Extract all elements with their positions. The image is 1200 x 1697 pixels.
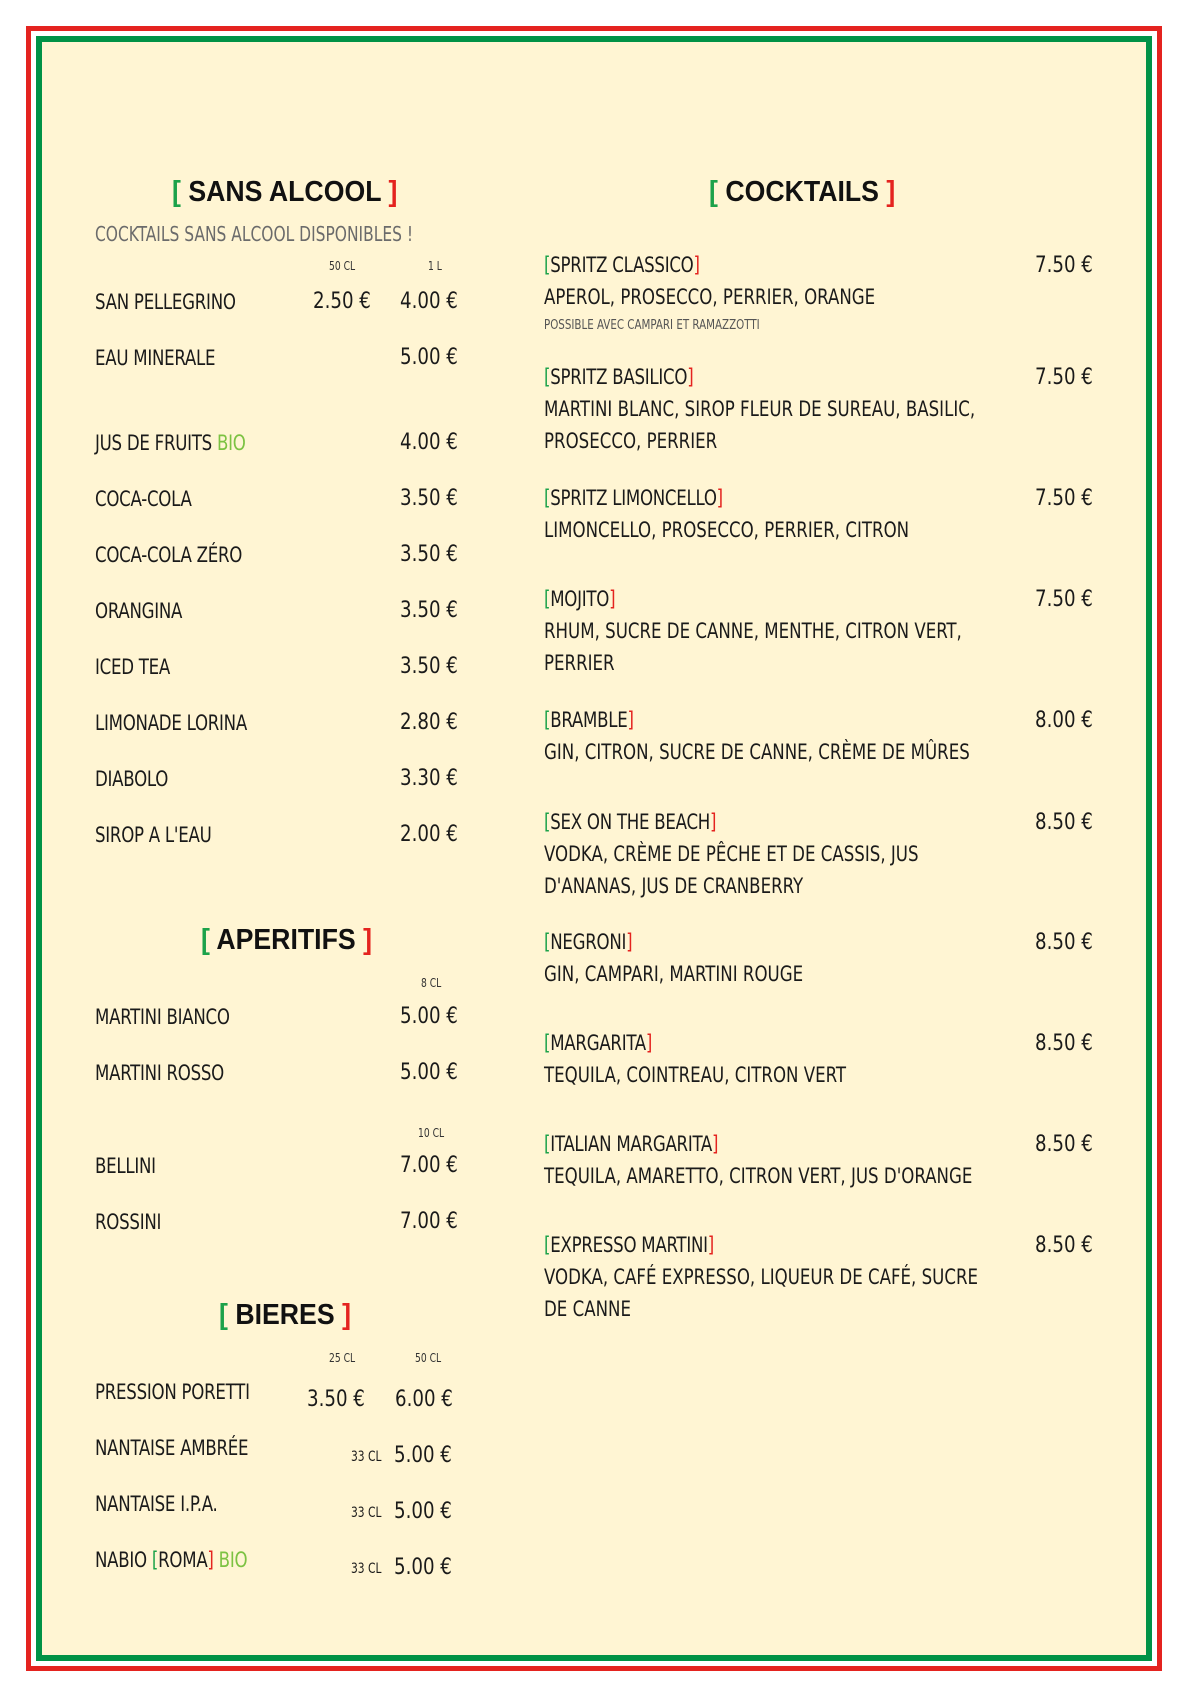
cocktail-price: 7.50 € <box>1035 587 1093 612</box>
drink-name-text: DIABOLO <box>95 767 169 791</box>
cocktail-ingredients: VODKA, CRÈME DE PÊCHE ET DE CASSIS, JUS D'ANANAS, JUS DE CRANBERRY <box>544 842 919 898</box>
section-title-bieres: [ BIERES ] <box>219 1299 351 1331</box>
bracket-open: [ <box>544 708 551 732</box>
size-label-10cl: 10 CL <box>418 1126 445 1140</box>
drink-name-text: ICED TEA <box>95 655 171 679</box>
cocktail-ingredients: VODKA, CAFÉ EXPRESSO, LIQUEUR DE CAFÉ, SUCRE DE CANNE <box>544 1265 979 1321</box>
drink-name-text: JUS DE FRUITS <box>95 431 212 455</box>
beer-name-text: NABIO <box>95 1548 152 1572</box>
price-33cl: 5.00 € <box>394 1499 452 1524</box>
aperitif-price: 5.00 € <box>400 1060 458 1085</box>
drink-name <box>95 431 246 455</box>
bracket-close: ] <box>707 1233 714 1257</box>
bracket-open: [ <box>544 365 551 389</box>
bracket-open: [ <box>544 1233 551 1257</box>
drink-name-text: COCA-COLA <box>95 487 192 511</box>
bracket-open: [ <box>544 810 551 834</box>
drink-name <box>95 599 182 623</box>
price-33cl: 5.00 € <box>394 1555 452 1580</box>
column-header-50cl: 50 CL <box>329 259 356 273</box>
bio-badge: BIO <box>216 431 246 455</box>
cocktail-name-text: SPRITZ LIMONCELLO <box>550 486 717 510</box>
beer-name <box>95 1548 247 1572</box>
bracket-open: [ <box>544 930 551 954</box>
section-subtitle: COCKTAILS SANS ALCOOL DISPONIBLES ! <box>95 222 414 246</box>
bracket-close: ] <box>627 708 634 732</box>
beer-name-text: NANTAISE AMBRÉE <box>95 1436 249 1460</box>
price-1l: 3.50 € <box>400 542 458 567</box>
beer-name-text: PRESSION PORETTI <box>95 1380 250 1404</box>
cocktail-ingredients: LIMONCELLO, PROSECCO, PERRIER, CITRON <box>544 518 910 542</box>
drink-name <box>95 290 236 314</box>
beer-name <box>95 1380 250 1404</box>
price-1l: 2.00 € <box>400 822 458 847</box>
drink-name <box>95 711 247 735</box>
aperitif-name: BELLINI <box>95 1154 156 1178</box>
price-1l: 2.80 € <box>400 710 458 735</box>
bracket-open: [ <box>544 1132 551 1156</box>
drink-name <box>95 823 211 847</box>
cocktail-name-text: EXPRESSO MARTINI <box>550 1233 708 1257</box>
bracket-close: ] <box>716 486 723 510</box>
section-title-cocktails: [ COCKTAILS ] <box>709 176 896 208</box>
cocktail-price: 8.50 € <box>1035 1031 1093 1056</box>
cocktail-name-text: MARGARITA <box>550 1031 646 1055</box>
bracket-close: ] <box>712 1132 719 1156</box>
section-title-aperitifs: [ APERITIFS ] <box>201 924 372 956</box>
cocktail-price: 8.50 € <box>1035 930 1093 955</box>
cocktail-price: 8.50 € <box>1035 810 1093 835</box>
size-33cl: 33 CL <box>351 1561 382 1577</box>
column-header-50cl-beer: 50 CL <box>415 1351 442 1365</box>
cocktail-price: 8.50 € <box>1035 1132 1093 1157</box>
drink-name <box>95 767 168 791</box>
cocktail-name <box>544 708 634 732</box>
bracket-open: [ <box>544 486 551 510</box>
price-1l: 4.00 € <box>400 289 458 314</box>
size-label-8cl: 8 CL <box>421 976 442 990</box>
price-1l: 5.00 € <box>400 345 458 370</box>
cocktail-name <box>544 365 693 389</box>
cocktail-name-text: SPRITZ BASILICO <box>550 365 688 389</box>
cocktail-ingredients: APEROL, PROSECCO, PERRIER, ORANGE <box>544 285 876 309</box>
bracket-close: ] <box>645 1031 653 1055</box>
aperitif-name: MARTINI BIANCO <box>95 1005 230 1029</box>
price-1l: 4.00 € <box>400 430 458 455</box>
cocktail-name <box>544 1132 718 1156</box>
aperitif-name: ROSSINI <box>95 1210 162 1234</box>
aperitif-price: 5.00 € <box>400 1004 458 1029</box>
bracket-open: [ <box>544 1031 551 1055</box>
drink-name-text: ORANGINA <box>95 599 183 623</box>
drink-name-text: EAU MINERALE <box>95 346 216 370</box>
cocktail-name <box>544 587 615 611</box>
cocktail-ingredients: RHUM, SUCRE DE CANNE, MENTHE, CITRON VERT, PERRIER <box>544 619 962 675</box>
cocktail-name <box>544 1233 714 1257</box>
aperitif-price: 7.00 € <box>400 1153 458 1178</box>
drink-name <box>95 655 170 679</box>
cocktail-name <box>544 930 632 954</box>
price-1l: 3.50 € <box>400 486 458 511</box>
drink-name-text: LIMONADE LORINA <box>95 711 247 735</box>
cocktail-name-text: MOJITO <box>550 587 610 611</box>
cocktail-name-text: NEGRONI <box>550 930 627 954</box>
price-50cl: 2.50 € <box>313 289 371 314</box>
cocktail-name <box>544 486 723 510</box>
cocktail-ingredients: GIN, CITRON, SUCRE DE CANNE, CRÈME DE MÛRES <box>544 740 970 764</box>
beer-name <box>95 1436 248 1460</box>
bracket-open: [ <box>544 253 551 277</box>
bracket-close: ] <box>687 365 694 389</box>
bracket-close: ] <box>710 810 717 834</box>
cocktail-name-text: BRAMBLE <box>550 708 628 732</box>
bio-badge: BIO <box>218 1548 248 1572</box>
cocktail-name <box>544 253 700 277</box>
bracket-open: [ <box>544 587 551 611</box>
cocktail-price: 7.50 € <box>1035 486 1093 511</box>
cocktail-name <box>544 1031 652 1055</box>
drink-name-text: SIROP A L'EAU <box>95 823 212 847</box>
beer-name <box>95 1492 218 1516</box>
section-title-sans-alcool: [ SANS ALCOOL ] <box>172 176 398 208</box>
cocktail-price: 8.00 € <box>1035 708 1093 733</box>
price-1l: 3.50 € <box>400 654 458 679</box>
bracket-open: [ <box>151 1548 159 1572</box>
aperitif-name: MARTINI ROSSO <box>95 1061 224 1085</box>
price-33cl: 5.00 € <box>394 1443 452 1468</box>
drink-name <box>95 543 242 567</box>
beer-origin: ROMA <box>158 1548 208 1572</box>
beer-name-text: NANTAISE I.P.A. <box>95 1492 218 1516</box>
cocktail-name-text: SEX ON THE BEACH <box>550 810 711 834</box>
cocktail-name-text: SPRITZ CLASSICO <box>550 253 694 277</box>
cocktail-price: 7.50 € <box>1035 253 1093 278</box>
cocktail-price: 8.50 € <box>1035 1233 1093 1258</box>
column-header-1l: 1 L <box>428 259 442 273</box>
aperitif-price: 7.00 € <box>400 1209 458 1234</box>
size-33cl: 33 CL <box>351 1505 382 1521</box>
drink-name-text: SAN PELLEGRINO <box>95 290 236 314</box>
price-1l: 3.30 € <box>400 766 458 791</box>
drink-name <box>95 346 215 370</box>
cocktail-ingredients: GIN, CAMPARI, MARTINI ROUGE <box>544 962 804 986</box>
size-33cl: 33 CL <box>351 1449 382 1465</box>
cocktail-ingredients: MARTINI BLANC, SIROP FLEUR DE SUREAU, BASILIC, PROSECCO, PERRIER <box>544 397 976 453</box>
price-50cl-beer: 6.00 € <box>395 1387 453 1412</box>
cocktail-note: POSSIBLE AVEC CAMPARI ET RAMAZZOTTI <box>544 318 760 333</box>
cocktail-name <box>544 810 716 834</box>
bracket-close: ] <box>609 587 616 611</box>
cocktail-ingredients: TEQUILA, COINTREAU, CITRON VERT <box>544 1063 847 1087</box>
bracket-close: ] <box>626 930 633 954</box>
cocktail-ingredients: TEQUILA, AMARETTO, CITRON VERT, JUS D'ORANGE <box>544 1164 973 1188</box>
price-25cl: 3.50 € <box>307 1387 365 1412</box>
drink-name <box>95 487 192 511</box>
bracket-close: ] <box>693 253 700 277</box>
price-1l: 3.50 € <box>400 598 458 623</box>
cocktail-name-text: ITALIAN MARGARITA <box>550 1132 713 1156</box>
cocktail-price: 7.50 € <box>1035 365 1093 390</box>
bracket-close: ] <box>207 1548 214 1572</box>
column-header-25cl: 25 CL <box>329 1351 356 1365</box>
drink-name-text: COCA-COLA ZÉRO <box>95 543 243 567</box>
